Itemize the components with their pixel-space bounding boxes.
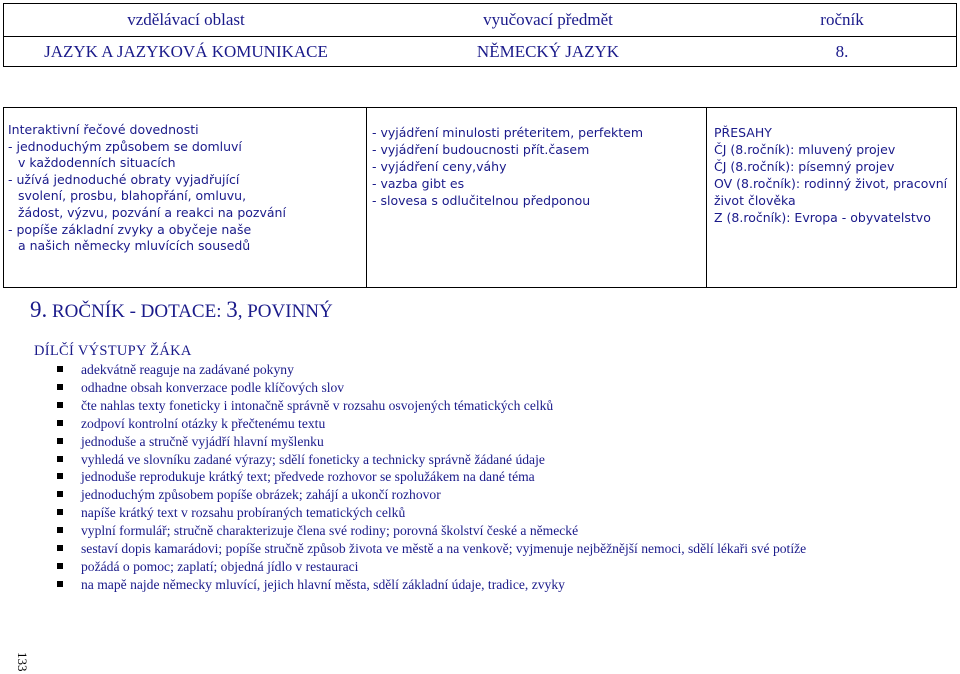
link-line: ČJ (8.ročník): mluvený projev: [714, 142, 896, 157]
content-line: - vyjádření ceny,váhy: [372, 159, 507, 174]
link-line: OV (8.ročník): rodinný život, pracovní: [714, 176, 948, 191]
competencies-cell: [4, 108, 367, 287]
competency-line: - jednoduchým způsobem se domluví: [8, 138, 242, 154]
page-number: 133: [15, 652, 30, 672]
section-grade-number: 9.: [30, 297, 48, 322]
curriculum-table: [3, 107, 957, 288]
output-item: jednoduše reprodukuje krátký text; předvede rozhovor se spolužákem na dané téma: [56, 468, 806, 486]
content-line: - slovesa s odlučitelnou předponou: [372, 193, 591, 208]
output-item: jednoduchým způsobem popíše obrázek; zahájí a ukončí rozhovor: [56, 486, 806, 504]
output-item: odhadne obsah konverzace podle klíčových slov: [56, 379, 806, 397]
output-item: vyhledá ve slovníku zadané výrazy; sdělí foneticky a technicky správně žádané údaje: [56, 451, 806, 469]
link-line: život člověka: [714, 193, 796, 208]
output-item: požádá o pomoc; zaplatí; objedná jídlo v restauraci: [56, 558, 806, 576]
content-line: - vyjádření budoucnosti přít.časem: [372, 142, 590, 157]
header-table: [3, 3, 957, 67]
output-item: jednoduše a stručně vyjádří hlavní myšlenku: [56, 433, 806, 451]
header-grade-label: ročník: [820, 10, 864, 29]
content-line: - vazba gibt es: [372, 176, 465, 191]
link-line: ČJ (8.ročník): písemný projev: [714, 159, 895, 174]
section-hours-number: 3: [226, 297, 238, 322]
link-line: Z (8.ročník): Evropa - obyvatelstvo: [714, 210, 931, 225]
section-heading-suffix: , POVINNÝ: [237, 301, 333, 322]
header-area-label: vzdělávací oblast: [127, 10, 245, 29]
outputs-title: DÍLČÍ VÝSTUPY ŽÁKA: [34, 343, 192, 359]
output-item: adekvátně reaguje na zadávané pokyny: [56, 361, 806, 379]
links-cell: [706, 108, 956, 287]
header-area-value: JAZYK A JAZYKOVÁ KOMUNIKACE: [44, 42, 328, 61]
header-grade-value: 8.: [835, 42, 849, 61]
header-divider: [4, 36, 956, 37]
competency-line: Interaktivní řečové dovednosti: [8, 122, 199, 137]
section-heading-text: ROČNÍK - DOTACE:: [47, 301, 227, 322]
competency-line: - popíše základní zvyky a obyčeje naše: [8, 221, 252, 237]
competency-line: a našich německy mluvících sousedů: [18, 238, 251, 254]
competency-line: v každodenních situacích: [18, 155, 176, 171]
competency-line: svolení, prosbu, blahopřání, omluvu,: [18, 188, 247, 204]
outputs-list: [56, 361, 806, 594]
output-item: na mapě najde německy mluvící, jejich hlavní města, sdělí základní údaje, tradice, zvyky: [56, 576, 806, 594]
links-list: [714, 124, 947, 226]
header-subject-value: NĚMECKÝ JAZYK: [476, 42, 620, 61]
section-heading: [30, 297, 333, 323]
output-item: zodpoví kontrolní otázky k přečtenému textu: [56, 415, 806, 433]
output-item: čte nahlas texty foneticky i intonačně správně v rozsahu osvojených tématických celků: [56, 397, 806, 415]
links-title: PŘESAHY: [714, 125, 772, 140]
output-item: vyplní formulář; stručně charakterizuje člena své rodiny; porovná školství české a německé: [56, 522, 806, 540]
output-item: napíše krátký text v rozsahu probíraných tematických celků: [56, 504, 806, 522]
content-line: - vyjádření minulosti préteritem, perfektem: [372, 125, 644, 140]
content-list: [372, 124, 643, 209]
output-item: sestaví dopis kamarádovi; popíše stručně způsob života ve městě a na venkově; vyjmenuje nejběžnější nemoci, sdělí lékaři své potíže: [56, 540, 806, 558]
competency-line: žádost, výzvu, pozvání a reakci na pozvání: [18, 204, 286, 220]
competency-line: - užívá jednoduché obraty vyjadřující: [8, 171, 240, 187]
header-subject-label: vyučovací předmět: [483, 10, 613, 29]
content-cell: [366, 108, 707, 287]
competencies-list: [8, 122, 286, 255]
